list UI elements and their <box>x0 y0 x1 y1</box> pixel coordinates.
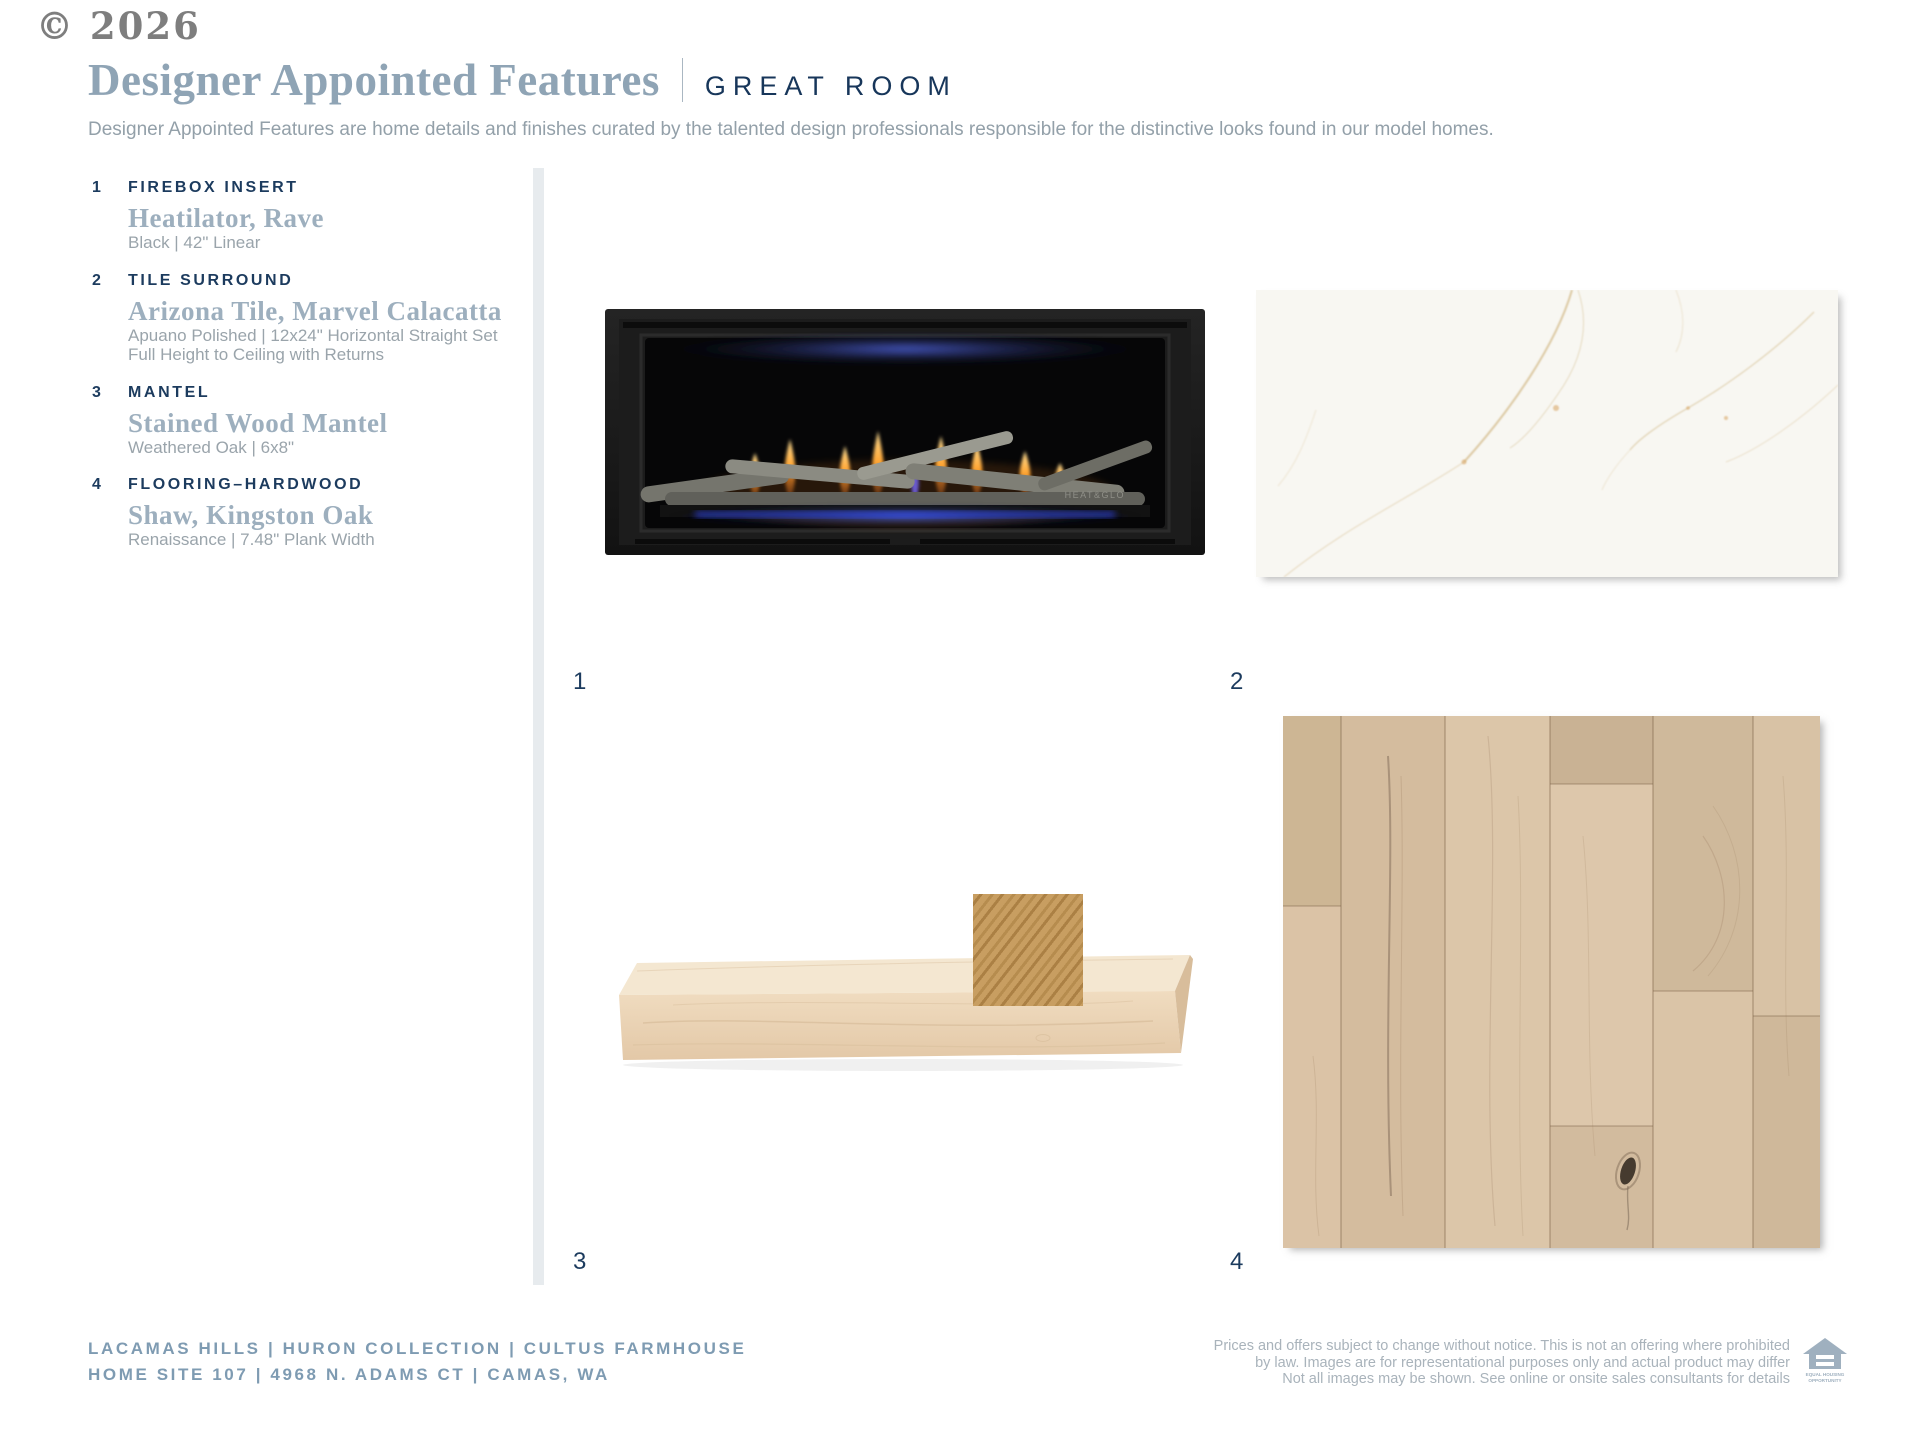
feature-list <box>88 178 550 568</box>
feature-category: TILE SURROUND <box>128 271 294 289</box>
hardwood-flooring-photo <box>1283 716 1820 1248</box>
feature-product: Stained Wood Mantel <box>128 407 388 438</box>
eho-text-line: EQUAL HOUSING <box>1805 1372 1845 1377</box>
feature-product: Shaw, Kingston Oak <box>128 500 374 530</box>
fireplace-graphic <box>605 309 1205 555</box>
feature-spec: Weathered Oak | 6x8" <box>128 437 295 457</box>
feature-product: Arizona Tile, Marvel Calacatta <box>128 295 502 326</box>
fireplace-brand-text: HEAT&GLO <box>1064 490 1125 500</box>
marble-tile-graphic <box>1256 290 1838 577</box>
feature-head <box>88 271 550 291</box>
feature-spec: Full Height to Ceiling with Returns <box>128 345 385 364</box>
footer-legal-text <box>1214 1338 1790 1388</box>
feature-head <box>88 178 550 198</box>
mantel-stain-swatch <box>973 894 1083 1006</box>
eho-text-line: OPPORTUNITY <box>1808 1378 1842 1383</box>
feature-head <box>88 475 550 495</box>
vertical-divider <box>533 168 544 1285</box>
feature-item-mantel <box>88 383 550 458</box>
footer-address-line: HOME SITE 107 | 4968 N. ADAMS CT | CAMAS, WA <box>88 1365 610 1384</box>
photo-label-1: 1 <box>573 668 587 695</box>
feature-product: Heatilator, Rave <box>128 203 324 233</box>
page-title: Designer Appointed Features <box>88 55 660 105</box>
feature-category: FLOORING–HARDWOOD <box>128 476 364 493</box>
feature-item-tile-surround <box>88 271 550 365</box>
feature-number: 1 <box>92 179 101 196</box>
feature-spec: Renaissance | 7.48" Plank Width <box>128 530 375 549</box>
legal-line: Prices and offers subject to change without notice. This is not an offering where prohibited <box>1213 1338 1790 1354</box>
photo-label-4: 4 <box>1230 1248 1244 1275</box>
page-subtitle: Designer Appointed Features are home details and finishes curated by the talented design professionals responsible for the distinctive looks found in our model homes. <box>88 119 1494 140</box>
footer-community-info <box>88 1339 746 1385</box>
photo-label-2: 2 <box>1230 668 1244 695</box>
footer-community-line: LACAMAS HILLS | HURON COLLECTION | CULTUS FARMHOUSE <box>88 1339 747 1358</box>
copyright-watermark: © 2026 <box>36 4 201 48</box>
feature-item-firebox <box>88 178 550 253</box>
header <box>88 52 1848 142</box>
feature-spec: Black | 42" Linear <box>128 233 261 252</box>
feature-head <box>88 383 550 403</box>
feature-category: FIREBOX INSERT <box>128 179 299 196</box>
feature-number: 4 <box>92 476 101 493</box>
header-title-row <box>88 52 1848 108</box>
feature-number: 2 <box>92 271 101 289</box>
feature-category: MANTEL <box>128 383 211 401</box>
feature-number: 3 <box>92 383 101 401</box>
mantel-photo <box>613 893 1198 1073</box>
legal-line: by law. Images are for representational purposes only and actual product may differ <box>1255 1354 1790 1371</box>
tile-surround-photo <box>1256 290 1838 577</box>
feature-item-flooring <box>88 475 550 550</box>
firebox-insert-photo <box>605 309 1205 555</box>
flooring-graphic <box>1283 716 1820 1248</box>
feature-spec: Apuano Polished | 12x24" Horizontal Straight Set <box>128 325 498 345</box>
equal-housing-opportunity-icon <box>1802 1336 1848 1388</box>
legal-line: Not all images may be shown. See online or onsite sales consultants for details <box>1282 1371 1790 1387</box>
mantel-graphic <box>613 893 1198 1073</box>
photo-label-3: 3 <box>573 1248 587 1275</box>
title-divider <box>682 58 683 102</box>
room-label: GREAT ROOM <box>704 71 957 101</box>
